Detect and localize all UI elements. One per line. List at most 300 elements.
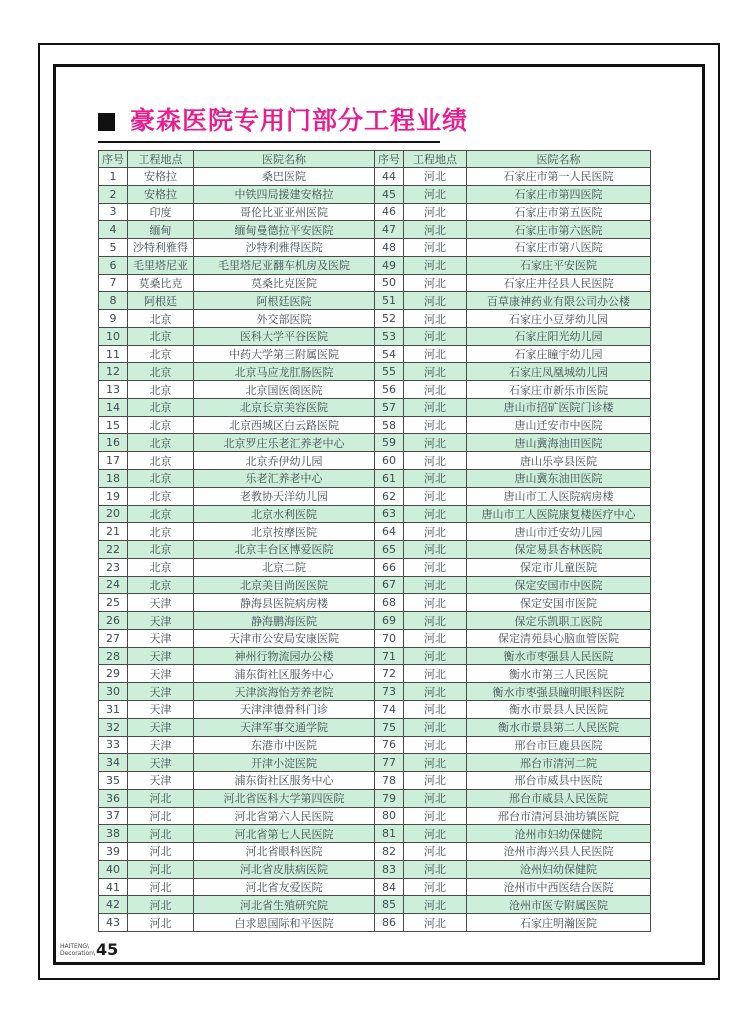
serial-cell: 43	[99, 914, 128, 932]
header-serial-left: 序号	[99, 151, 128, 168]
location-cell: 天津	[128, 683, 194, 701]
header-hospital-right: 医院名称	[467, 151, 651, 168]
hospital-name-cell: 唐山市招矿医院门诊楼	[467, 398, 651, 416]
serial-cell: 12	[99, 363, 128, 381]
hospital-name-cell: 沧州市医专附属医院	[467, 896, 651, 914]
location-cell: 天津	[128, 736, 194, 754]
hospital-name-cell: 保定安国市中医院	[467, 576, 651, 594]
serial-cell: 22	[99, 541, 128, 559]
serial-cell: 73	[375, 683, 404, 701]
hospital-name-cell: 沙特利雅得医院	[194, 239, 375, 257]
hospital-name-cell: 外交部医院	[194, 310, 375, 328]
hospital-name-cell: 石家庄市第一人民医院	[467, 168, 651, 186]
table-body	[99, 168, 651, 932]
serial-cell: 67	[375, 576, 404, 594]
hospital-name-cell: 河北省眼科医院	[194, 843, 375, 861]
location-cell: 阿根廷	[128, 292, 194, 310]
serial-cell: 9	[99, 310, 128, 328]
serial-cell: 18	[99, 470, 128, 488]
serial-cell: 47	[375, 221, 404, 239]
table-row	[99, 363, 651, 381]
location-cell: 河北	[404, 772, 467, 790]
hospital-name-cell: 北京按摩医院	[194, 523, 375, 541]
serial-cell: 15	[99, 416, 128, 434]
header-location-right: 工程地点	[404, 151, 467, 168]
table-row	[99, 505, 651, 523]
serial-cell: 1	[99, 168, 128, 186]
serial-cell: 17	[99, 452, 128, 470]
header-hospital-left: 医院名称	[194, 151, 375, 168]
serial-cell: 82	[375, 843, 404, 861]
table-row	[99, 398, 651, 416]
hospital-name-cell: 北京乔伊幼儿园	[194, 452, 375, 470]
hospital-name-cell: 医科大学平谷医院	[194, 327, 375, 345]
location-cell: 河北	[404, 683, 467, 701]
location-cell: 天津	[128, 612, 194, 630]
page-title: 豪森医院专用门部分工程业绩	[130, 106, 469, 135]
location-cell: 河北	[128, 914, 194, 932]
hospital-name-cell: 浦东街社区服务中心	[194, 772, 375, 790]
serial-cell: 30	[99, 683, 128, 701]
hospital-name-cell: 唐山市迁安幼儿园	[467, 523, 651, 541]
project-results-table	[98, 150, 651, 932]
serial-cell: 21	[99, 523, 128, 541]
hospital-name-cell: 沧州市海兴县人民医院	[467, 843, 651, 861]
hospital-name-cell: 保定乐凯职工医院	[467, 612, 651, 630]
hospital-name-cell: 保定清苑县心脑血管医院	[467, 629, 651, 647]
hospital-name-cell: 北京罗庄乐老汇养老中心	[194, 434, 375, 452]
location-cell: 河北	[404, 878, 467, 896]
header-location-left: 工程地点	[128, 151, 194, 168]
location-cell: 河北	[404, 665, 467, 683]
location-cell: 河北	[404, 292, 467, 310]
serial-cell: 79	[375, 789, 404, 807]
location-cell: 河北	[404, 718, 467, 736]
table-row	[99, 381, 651, 399]
location-cell: 北京	[128, 363, 194, 381]
serial-cell: 28	[99, 647, 128, 665]
serial-cell: 3	[99, 203, 128, 221]
page-title-block	[98, 101, 469, 143]
serial-cell: 14	[99, 398, 128, 416]
hospital-name-cell: 神州行物流园办公楼	[194, 647, 375, 665]
hospital-name-cell: 莫桑比克医院	[194, 274, 375, 292]
table-row	[99, 434, 651, 452]
table-row	[99, 736, 651, 754]
hospital-name-cell: 石家庄市第五医院	[467, 203, 651, 221]
location-cell: 河北	[404, 416, 467, 434]
hospital-name-cell: 保定市儿童医院	[467, 558, 651, 576]
hospital-name-cell: 邢台市威县中医院	[467, 772, 651, 790]
location-cell: 河北	[404, 434, 467, 452]
serial-cell: 59	[375, 434, 404, 452]
location-cell: 北京	[128, 576, 194, 594]
location-cell: 北京	[128, 523, 194, 541]
hospital-name-cell: 唐山迁安市中医院	[467, 416, 651, 434]
location-cell: 天津	[128, 594, 194, 612]
location-cell: 安格拉	[128, 185, 194, 203]
hospital-name-cell: 石家庄明瀚医院	[467, 914, 651, 932]
location-cell: 印度	[128, 203, 194, 221]
location-cell: 北京	[128, 310, 194, 328]
footer-logo-text	[60, 943, 95, 957]
serial-cell: 19	[99, 487, 128, 505]
location-cell: 河北	[128, 843, 194, 861]
table-row	[99, 896, 651, 914]
serial-cell: 78	[375, 772, 404, 790]
hospital-name-cell: 河北省生殖研究院	[194, 896, 375, 914]
hospital-name-cell: 哥伦比亚亚州医院	[194, 203, 375, 221]
location-cell: 北京	[128, 541, 194, 559]
hospital-name-cell: 石家庄市新乐市医院	[467, 381, 651, 399]
serial-cell: 63	[375, 505, 404, 523]
hospital-name-cell: 河北省医科大学第四医院	[194, 789, 375, 807]
location-cell: 河北	[404, 345, 467, 363]
hospital-name-cell: 衡水市景县人民医院	[467, 700, 651, 718]
location-cell: 河北	[404, 647, 467, 665]
location-cell: 天津	[128, 665, 194, 683]
serial-cell: 44	[375, 168, 404, 186]
serial-cell: 48	[375, 239, 404, 257]
hospital-name-cell: 沧州市妇幼保健院	[467, 825, 651, 843]
serial-cell: 35	[99, 772, 128, 790]
location-cell: 天津	[128, 754, 194, 772]
serial-cell: 75	[375, 718, 404, 736]
location-cell: 毛里塔尼亚	[128, 256, 194, 274]
hospital-name-cell: 保定易县杏林医院	[467, 541, 651, 559]
hospital-name-cell: 天津军事交通学院	[194, 718, 375, 736]
serial-cell: 7	[99, 274, 128, 292]
serial-cell: 24	[99, 576, 128, 594]
hospital-name-cell: 石家庄瞳宇幼儿园	[467, 345, 651, 363]
table-row	[99, 203, 651, 221]
table-row	[99, 718, 651, 736]
location-cell: 河北	[404, 221, 467, 239]
location-cell: 河北	[404, 398, 467, 416]
table-row	[99, 878, 651, 896]
location-cell: 河北	[404, 523, 467, 541]
serial-cell: 41	[99, 878, 128, 896]
location-cell: 河北	[404, 594, 467, 612]
location-cell: 河北	[404, 327, 467, 345]
location-cell: 天津	[128, 647, 194, 665]
location-cell: 河北	[404, 274, 467, 292]
footer-logo-line2: Decoration\	[60, 949, 95, 957]
hospital-name-cell: 东港市中医院	[194, 736, 375, 754]
table-row	[99, 452, 651, 470]
location-cell: 北京	[128, 487, 194, 505]
location-cell: 河北	[404, 470, 467, 488]
location-cell: 河北	[404, 256, 467, 274]
serial-cell: 37	[99, 807, 128, 825]
serial-cell: 26	[99, 612, 128, 630]
serial-cell: 69	[375, 612, 404, 630]
location-cell: 河北	[404, 185, 467, 203]
hospital-name-cell: 天津滨海怡芳养老院	[194, 683, 375, 701]
hospital-name-cell: 北京美目尚医医院	[194, 576, 375, 594]
table-row	[99, 541, 651, 559]
serial-cell: 13	[99, 381, 128, 399]
serial-cell: 46	[375, 203, 404, 221]
table-row	[99, 683, 651, 701]
table-row	[99, 523, 651, 541]
hospital-name-cell: 北京长京美容医院	[194, 398, 375, 416]
hospital-name-cell: 毛里塔尼亚翻车机房及医院	[194, 256, 375, 274]
table-row	[99, 629, 651, 647]
serial-cell: 81	[375, 825, 404, 843]
serial-cell: 32	[99, 718, 128, 736]
hospital-name-cell: 石家庄井径县人民医院	[467, 274, 651, 292]
serial-cell: 33	[99, 736, 128, 754]
serial-cell: 23	[99, 558, 128, 576]
serial-cell: 38	[99, 825, 128, 843]
location-cell: 河北	[404, 381, 467, 399]
serial-cell: 52	[375, 310, 404, 328]
location-cell: 河北	[404, 914, 467, 932]
hospital-name-cell: 老教协天洋幼儿园	[194, 487, 375, 505]
serial-cell: 77	[375, 754, 404, 772]
serial-cell: 2	[99, 185, 128, 203]
hospital-name-cell: 北京西城区白云路医院	[194, 416, 375, 434]
serial-cell: 76	[375, 736, 404, 754]
hospital-name-cell: 河北省皮肤病医院	[194, 860, 375, 878]
table-row	[99, 772, 651, 790]
location-cell: 河北	[404, 505, 467, 523]
location-cell: 北京	[128, 398, 194, 416]
table-row	[99, 327, 651, 345]
hospital-name-cell: 开津小淀医院	[194, 754, 375, 772]
location-cell: 河北	[404, 310, 467, 328]
hospital-name-cell: 保定安国市医院	[467, 594, 651, 612]
location-cell: 北京	[128, 381, 194, 399]
table-row	[99, 310, 651, 328]
serial-cell: 72	[375, 665, 404, 683]
location-cell: 河北	[404, 203, 467, 221]
hospital-name-cell: 衡水市第三人民医院	[467, 665, 651, 683]
serial-cell: 61	[375, 470, 404, 488]
header-row	[99, 151, 651, 168]
location-cell: 缅甸	[128, 221, 194, 239]
hospital-name-cell: 北京水利医院	[194, 505, 375, 523]
serial-cell: 83	[375, 860, 404, 878]
location-cell: 安格拉	[128, 168, 194, 186]
table-row	[99, 274, 651, 292]
serial-cell: 29	[99, 665, 128, 683]
footer-logo	[60, 940, 118, 959]
location-cell: 北京	[128, 416, 194, 434]
serial-cell: 54	[375, 345, 404, 363]
location-cell: 北京	[128, 345, 194, 363]
serial-cell: 11	[99, 345, 128, 363]
hospital-name-cell: 河北省第七人民医院	[194, 825, 375, 843]
serial-cell: 50	[375, 274, 404, 292]
serial-cell: 71	[375, 647, 404, 665]
table-row	[99, 807, 651, 825]
serial-cell: 10	[99, 327, 128, 345]
table-row	[99, 168, 651, 186]
hospital-name-cell: 衡水市景县第二人民医院	[467, 718, 651, 736]
serial-cell: 64	[375, 523, 404, 541]
location-cell: 河北	[404, 612, 467, 630]
hospital-name-cell: 石家庄小豆芽幼儿园	[467, 310, 651, 328]
serial-cell: 57	[375, 398, 404, 416]
location-cell: 天津	[128, 718, 194, 736]
location-cell: 河北	[404, 807, 467, 825]
serial-cell: 31	[99, 700, 128, 718]
location-cell: 河北	[404, 363, 467, 381]
hospital-name-cell: 石家庄凤凰城幼儿园	[467, 363, 651, 381]
serial-cell: 51	[375, 292, 404, 310]
table-row	[99, 612, 651, 630]
footer-logo-line1: HAITENG\	[60, 942, 90, 950]
hospital-name-cell: 邢台市巨鹿县医院	[467, 736, 651, 754]
location-cell: 河北	[404, 736, 467, 754]
hospital-name-cell: 沧州市中西医结合医院	[467, 878, 651, 896]
location-cell: 河北	[128, 789, 194, 807]
hospital-name-cell: 邢台市清河二院	[467, 754, 651, 772]
hospital-name-cell: 沧州妇幼保健院	[467, 860, 651, 878]
location-cell: 河北	[404, 896, 467, 914]
serial-cell: 20	[99, 505, 128, 523]
location-cell: 莫桑比克	[128, 274, 194, 292]
table-row	[99, 665, 651, 683]
table-row	[99, 594, 651, 612]
table-row	[99, 487, 651, 505]
hospital-name-cell: 邢台市清河县油坊镇医院	[467, 807, 651, 825]
hospital-name-cell: 唐山冀东油田医院	[467, 470, 651, 488]
hospital-name-cell: 石家庄市第六医院	[467, 221, 651, 239]
hospital-name-cell: 北京马应龙肛肠医院	[194, 363, 375, 381]
hospital-name-cell: 石家庄市第四医院	[467, 185, 651, 203]
serial-cell: 40	[99, 860, 128, 878]
serial-cell: 66	[375, 558, 404, 576]
table-row	[99, 914, 651, 932]
location-cell: 北京	[128, 452, 194, 470]
serial-cell: 53	[375, 327, 404, 345]
hospital-name-cell: 衡水市枣强县人民医院	[467, 647, 651, 665]
serial-cell: 80	[375, 807, 404, 825]
serial-cell: 16	[99, 434, 128, 452]
serial-cell: 25	[99, 594, 128, 612]
table-row	[99, 292, 651, 310]
hospital-name-cell: 天津津德骨科门诊	[194, 700, 375, 718]
location-cell: 河北	[128, 878, 194, 896]
table-header	[99, 151, 651, 168]
table-row	[99, 470, 651, 488]
table-row	[99, 558, 651, 576]
hospital-name-cell: 唐山冀海油田医院	[467, 434, 651, 452]
location-cell: 河北	[404, 487, 467, 505]
hospital-name-cell: 中药大学第三附属医院	[194, 345, 375, 363]
location-cell: 北京	[128, 327, 194, 345]
page-number: 45	[95, 940, 119, 959]
serial-cell: 8	[99, 292, 128, 310]
table-row	[99, 700, 651, 718]
table-row	[99, 345, 651, 363]
table-row	[99, 843, 651, 861]
location-cell: 河北	[404, 558, 467, 576]
serial-cell: 36	[99, 789, 128, 807]
table-row	[99, 221, 651, 239]
serial-cell: 65	[375, 541, 404, 559]
serial-cell: 56	[375, 381, 404, 399]
serial-cell: 70	[375, 629, 404, 647]
location-cell: 北京	[128, 505, 194, 523]
serial-cell: 5	[99, 239, 128, 257]
hospital-name-cell: 邢台市威县人民医院	[467, 789, 651, 807]
serial-cell: 6	[99, 256, 128, 274]
table-row	[99, 789, 651, 807]
table-row	[99, 239, 651, 257]
hospital-name-cell: 白求恩国际和平医院	[194, 914, 375, 932]
hospital-name-cell: 天津市公安局安康医院	[194, 629, 375, 647]
location-cell: 河北	[128, 896, 194, 914]
serial-cell: 62	[375, 487, 404, 505]
hospital-name-cell: 衡水市枣强县瞳明眼科医院	[467, 683, 651, 701]
hospital-name-cell: 唐山市工人医院康复楼医疗中心	[467, 505, 651, 523]
hospital-name-cell: 北京国医阁医院	[194, 381, 375, 399]
location-cell: 天津	[128, 772, 194, 790]
hospital-name-cell: 石家庄阳光幼儿园	[467, 327, 651, 345]
location-cell: 河北	[128, 825, 194, 843]
header-serial-right: 序号	[375, 151, 404, 168]
hospital-name-cell: 河北省友爱医院	[194, 878, 375, 896]
hospital-name-cell: 浦东街社区服务中心	[194, 665, 375, 683]
hospital-name-cell: 唐山乐亭县医院	[467, 452, 651, 470]
serial-cell: 45	[375, 185, 404, 203]
hospital-name-cell: 静海鹏海医院	[194, 612, 375, 630]
location-cell: 河北	[404, 452, 467, 470]
location-cell: 河北	[404, 629, 467, 647]
hospital-name-cell: 静海县医院病房楼	[194, 594, 375, 612]
hospital-name-cell: 阿根廷医院	[194, 292, 375, 310]
hospital-name-cell: 中铁四局援建安格拉	[194, 185, 375, 203]
hospital-name-cell: 唐山市工人医院病房楼	[467, 487, 651, 505]
square-bullet-icon	[98, 113, 115, 131]
location-cell: 天津	[128, 629, 194, 647]
serial-cell: 74	[375, 700, 404, 718]
hospital-name-cell: 石家庄平安医院	[467, 256, 651, 274]
location-cell: 北京	[128, 558, 194, 576]
table-row	[99, 860, 651, 878]
location-cell: 河北	[128, 860, 194, 878]
hospital-name-cell: 北京丰台区博爱医院	[194, 541, 375, 559]
location-cell: 河北	[404, 754, 467, 772]
serial-cell: 42	[99, 896, 128, 914]
table-row	[99, 647, 651, 665]
hospital-name-cell: 乐老汇养老中心	[194, 470, 375, 488]
hospital-name-cell: 缅甸曼德拉平安医院	[194, 221, 375, 239]
location-cell: 河北	[404, 700, 467, 718]
location-cell: 河北	[404, 789, 467, 807]
serial-cell: 55	[375, 363, 404, 381]
hospital-name-cell: 石家庄市第八医院	[467, 239, 651, 257]
location-cell: 河北	[404, 168, 467, 186]
hospital-name-cell: 桑巴医院	[194, 168, 375, 186]
serial-cell: 49	[375, 256, 404, 274]
serial-cell: 60	[375, 452, 404, 470]
location-cell: 河北	[404, 541, 467, 559]
table-row	[99, 256, 651, 274]
hospital-name-cell: 河北省第六人民医院	[194, 807, 375, 825]
table-row	[99, 825, 651, 843]
hospital-name-cell: 百草康神药业有限公司办公楼	[467, 292, 651, 310]
location-cell: 北京	[128, 470, 194, 488]
serial-cell: 85	[375, 896, 404, 914]
table-row	[99, 416, 651, 434]
location-cell: 沙特利雅得	[128, 239, 194, 257]
hospital-name-cell: 北京二院	[194, 558, 375, 576]
